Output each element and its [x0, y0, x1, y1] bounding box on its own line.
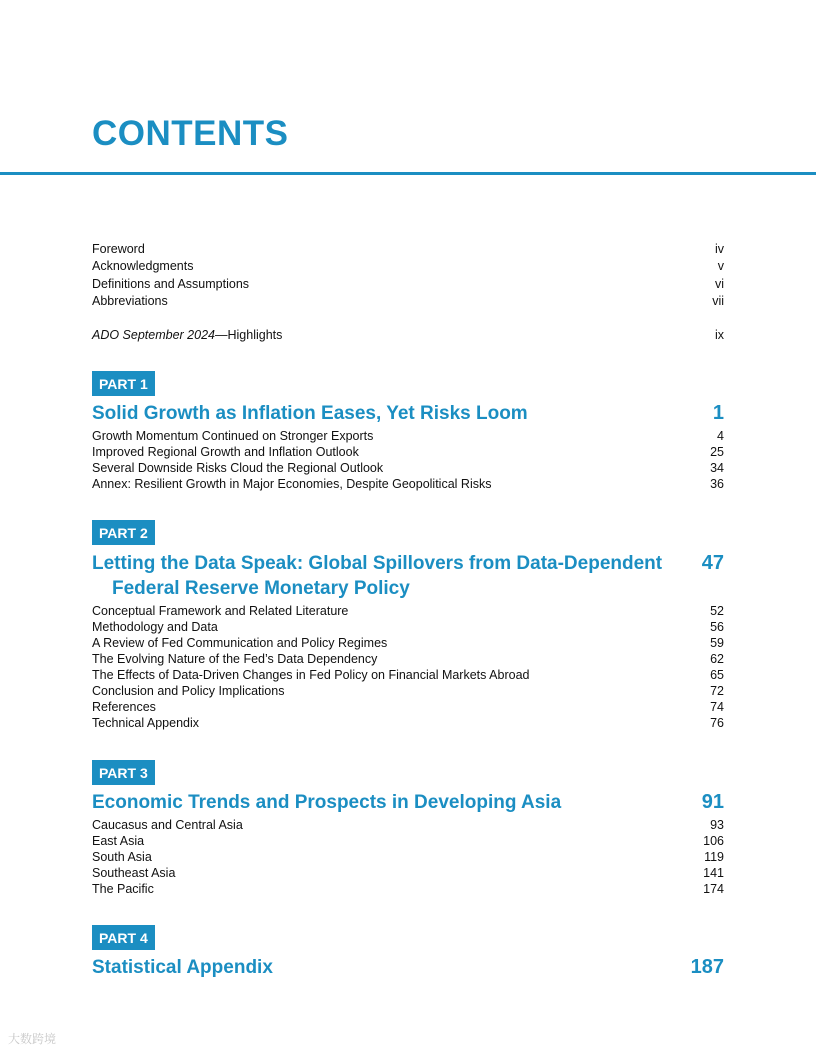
- toc-entry[interactable]: [92, 715, 724, 731]
- toc-entry[interactable]: [92, 881, 724, 897]
- page-title: CONTENTS: [92, 114, 289, 153]
- toc-entry-page: 72: [710, 684, 724, 698]
- part-title-row[interactable]: [92, 551, 724, 601]
- toc-entry[interactable]: [92, 683, 724, 699]
- front-matter: [92, 241, 724, 344]
- toc-entry[interactable]: [92, 699, 724, 715]
- toc-entry-page: 52: [710, 604, 724, 618]
- part-tab: PART 3: [92, 760, 155, 785]
- toc-entry[interactable]: [92, 241, 724, 258]
- toc-entry-page: 74: [710, 700, 724, 714]
- part-items: [92, 603, 724, 731]
- toc-entry-label: East Asia: [92, 834, 145, 848]
- toc-entry[interactable]: [92, 603, 724, 619]
- toc-entry[interactable]: [92, 428, 724, 444]
- toc-entry[interactable]: [92, 817, 724, 833]
- toc-entry-page: 59: [710, 636, 724, 650]
- toc-entry-label: The Evolving Nature of the Fed’s Data Dependency: [92, 652, 378, 666]
- toc-entry[interactable]: [92, 476, 724, 492]
- toc-entry-page: vii: [712, 293, 724, 308]
- toc-entry[interactable]: [92, 833, 724, 849]
- toc-entry-page: 4: [717, 429, 724, 443]
- toc-entry-label: Methodology and Data: [92, 620, 218, 634]
- toc-entry-page: iv: [714, 242, 724, 256]
- part-title: Statistical Appendix: [92, 957, 273, 978]
- toc-entry-page: 62: [710, 652, 724, 666]
- part-page: 47: [701, 552, 724, 574]
- toc-entry-label: Definitions and Assumptions: [92, 276, 250, 291]
- toc-entry-page: 93: [710, 818, 724, 832]
- part-section-1: [92, 371, 724, 492]
- toc-entry[interactable]: [92, 258, 724, 275]
- toc-entry[interactable]: [92, 635, 724, 651]
- toc-entry-page: 106: [703, 834, 724, 848]
- toc-entry[interactable]: [92, 651, 724, 667]
- highlights-rest-label: —Highlights: [215, 328, 283, 343]
- toc-entry-label: Improved Regional Growth and Inflation Outlook: [92, 445, 359, 459]
- toc-entry-page: vi: [714, 276, 724, 291]
- toc-entry-page: 174: [703, 882, 724, 896]
- toc-entry[interactable]: [92, 276, 724, 293]
- part-items: [92, 817, 724, 897]
- toc-entry-page: ix: [714, 328, 724, 343]
- toc-entry-page: 65: [710, 668, 724, 682]
- toc-entry[interactable]: [92, 444, 724, 460]
- toc-entry[interactable]: [92, 619, 724, 635]
- toc-entry-label: Technical Appendix: [92, 716, 200, 730]
- title-rule: [0, 172, 816, 175]
- toc-entry-label: South Asia: [92, 850, 152, 864]
- part-page: 91: [701, 791, 724, 813]
- toc-entry-label: Foreword: [92, 242, 145, 256]
- part-tab: PART 1: [92, 371, 155, 396]
- part-title: Solid Growth as Inflation Eases, Yet Risks Loom: [92, 403, 528, 424]
- part-tab: PART 4: [92, 925, 155, 950]
- toc-entry[interactable]: [92, 667, 724, 683]
- part-section-4: [92, 925, 724, 980]
- part-page: 1: [712, 402, 724, 424]
- toc-entry-label: Several Downside Risks Cloud the Regional Outlook: [92, 461, 384, 475]
- toc-entry-label: [92, 327, 282, 344]
- part-title-row[interactable]: [92, 790, 724, 815]
- toc-entry[interactable]: [92, 293, 724, 310]
- toc-entry-label: Conceptual Framework and Related Literature: [92, 604, 349, 618]
- part-items: [92, 428, 724, 492]
- toc-entry[interactable]: [92, 849, 724, 865]
- part-page: 187: [690, 956, 724, 978]
- toc-entry-page: 119: [704, 850, 724, 864]
- part-title-row[interactable]: [92, 955, 724, 980]
- toc-entry-highlights[interactable]: [92, 327, 724, 344]
- watermark: 大数跨境: [8, 1032, 57, 1046]
- part-title: Letting the Data Speak: Global Spillovers from Data-Dependent Federal Reserve Monetary Policy: [92, 553, 663, 599]
- toc-entry[interactable]: [92, 460, 724, 476]
- highlights-italic-label: ADO September 2024: [92, 328, 215, 343]
- part-tab: PART 2: [92, 520, 155, 545]
- toc-entry-label: References: [92, 700, 156, 714]
- part-title: Economic Trends and Prospects in Developing Asia: [92, 792, 562, 813]
- toc-entry-page: 56: [710, 620, 724, 634]
- toc-entry-label: A Review of Fed Communication and Policy Regimes: [92, 636, 388, 650]
- toc-entry-page: 36: [710, 477, 724, 491]
- toc-entry-label: Acknowledgments: [92, 259, 194, 274]
- toc-entry-label: The Effects of Data-Driven Changes in Fed Policy on Financial Markets Abroad: [92, 668, 530, 682]
- toc-entry-label: The Pacific: [92, 882, 154, 896]
- toc-entry-page: 76: [710, 716, 724, 730]
- toc-entry-label: Conclusion and Policy Implications: [92, 684, 285, 698]
- toc-entry-label: Growth Momentum Continued on Stronger Exports: [92, 429, 374, 443]
- part-title-row[interactable]: [92, 401, 724, 426]
- toc-entry-page: 141: [703, 866, 724, 880]
- toc-entry-page: v: [717, 259, 724, 274]
- part-section-3: [92, 760, 724, 897]
- toc-entry-label: Abbreviations: [92, 293, 168, 308]
- toc-entry-label: Caucasus and Central Asia: [92, 818, 243, 832]
- toc-entry-page: 25: [710, 445, 724, 459]
- toc-entry[interactable]: [92, 865, 724, 881]
- toc-entry-label: Southeast Asia: [92, 866, 176, 880]
- toc-entry-label: Annex: Resilient Growth in Major Economies, Despite Geopolitical Risks: [92, 477, 492, 491]
- part-section-2: [92, 520, 724, 731]
- toc-entry-page: 34: [710, 461, 724, 475]
